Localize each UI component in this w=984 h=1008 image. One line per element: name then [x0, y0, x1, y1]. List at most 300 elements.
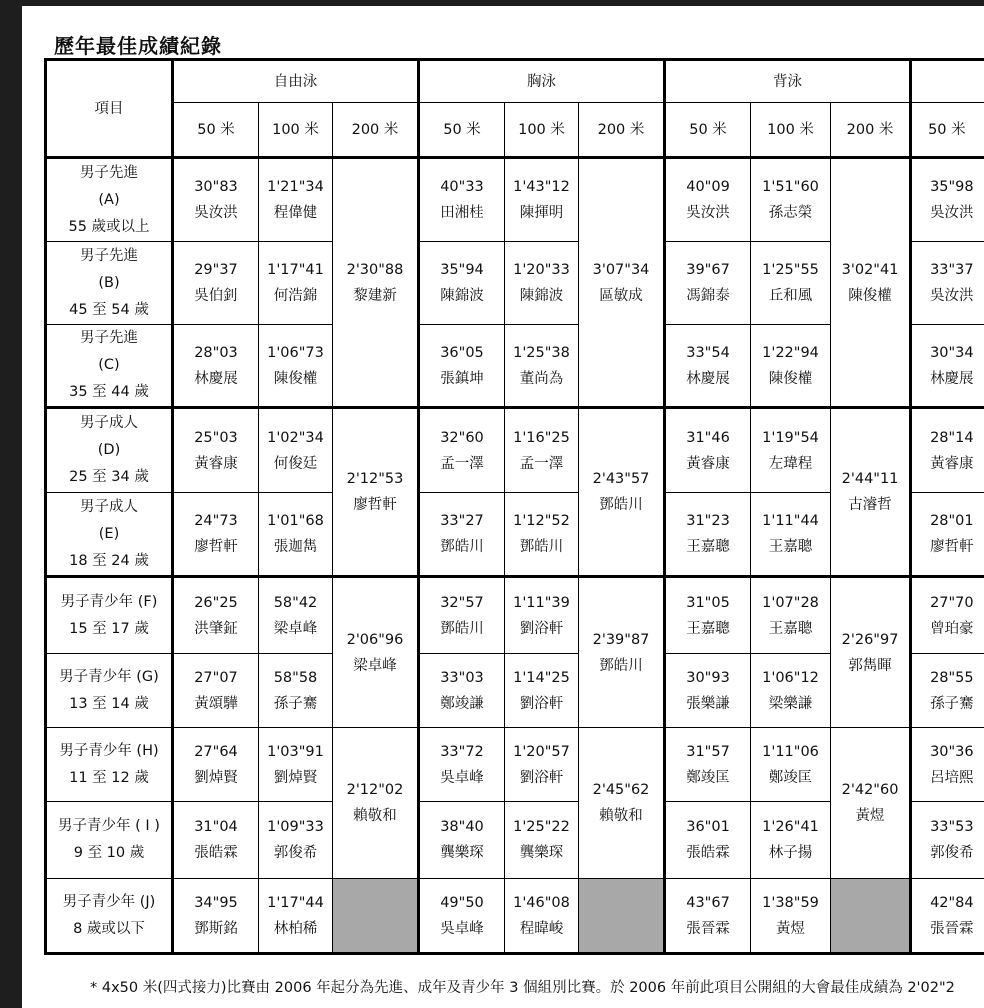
record-time: 2'44"11 [841, 471, 899, 487]
record-time: 2'42"60 [841, 782, 899, 798]
record-holder: 馮錦泰 [686, 288, 730, 304]
record-cell [419, 408, 505, 493]
record-holder: 陳俊權 [273, 370, 318, 387]
record-holder: 孟一澤 [440, 455, 484, 472]
record-time: 31"46 [686, 429, 730, 446]
header-distance: 50 米 [911, 103, 984, 158]
category-cell [46, 728, 173, 802]
record-time: 40"09 [686, 179, 730, 195]
record-time: 33"54 [686, 344, 730, 361]
record-cell [173, 493, 259, 577]
record-time: 34"95 [194, 894, 238, 911]
record-time: 2'26"97 [841, 631, 899, 648]
record-time: 27"64 [194, 743, 238, 760]
record-cell [665, 325, 751, 408]
category-label: 男子成人 [80, 415, 138, 431]
header-distance: 100 米 [259, 103, 333, 158]
record-holder: 黃煜 [855, 808, 885, 824]
record-time: 1'43"12 [513, 179, 570, 195]
record-cell [505, 242, 579, 325]
record-cell [911, 242, 984, 325]
footnote: * 4x50 米(四式接力)比賽由 2006 年起分為先進、成年及青少年 3 個組別比賽。於 2006 年前此項目公開組的大會最佳成績為 2'02"2 [90, 980, 955, 996]
record-time: 1'11"06 [762, 743, 819, 760]
empty-record-cell [831, 879, 911, 954]
record-time: 1'02"34 [267, 429, 324, 446]
record-time: 35"94 [440, 262, 484, 278]
record-holder: 郭俊希 [273, 845, 318, 861]
record-holder: 孫子騫 [273, 695, 318, 712]
record-time: 28"03 [194, 344, 238, 361]
record-holder: 林柏稀 [273, 920, 318, 937]
record-time: 1'20"33 [513, 262, 570, 278]
record-time: 1'26"41 [762, 819, 819, 835]
category-cell [46, 802, 173, 879]
record-cell [173, 654, 259, 728]
record-cell [259, 654, 333, 728]
category-label: 男子先進 [80, 164, 138, 181]
record-time: 31"57 [686, 743, 730, 760]
record-holder: 何浩錦 [273, 288, 318, 304]
header-item: 項目 [46, 60, 173, 158]
record-holder: 龔樂琛 [440, 845, 484, 861]
record-time: 1'22"94 [762, 344, 819, 361]
record-time: 31"04 [194, 819, 238, 835]
record-holder: 鄧皓川 [599, 497, 643, 513]
header-distance: 200 米 [333, 103, 419, 158]
record-time: 35"98 [930, 179, 974, 195]
record-time: 1'16"25 [513, 429, 570, 446]
record-time: 1'20"57 [513, 743, 570, 760]
record-holder: 田湘桂 [440, 205, 484, 221]
category-label: (B) [98, 274, 120, 291]
category-label: 18 至 24 歲 [69, 552, 149, 569]
header-distance: 200 米 [831, 103, 911, 158]
category-label: (C) [98, 357, 120, 373]
record-holder: 鄭竣匡 [768, 769, 813, 786]
record-cell [751, 408, 831, 493]
category-label: 15 至 17 歲 [69, 620, 149, 637]
category-label: 男子成人 [80, 498, 138, 515]
record-cell [665, 654, 751, 728]
header-distance: 50 米 [173, 103, 259, 158]
record-time: 49"50 [440, 894, 484, 911]
record-cell-merged [579, 408, 665, 577]
record-time: 58"58 [273, 669, 318, 686]
category-label: 45 至 54 歲 [69, 301, 149, 318]
record-cell [751, 493, 831, 577]
record-time: 30"34 [930, 344, 974, 361]
record-time: 1'11"44 [762, 513, 819, 529]
record-cell [911, 802, 984, 879]
record-time: 36"01 [686, 819, 730, 835]
category-label: 男子青少年 ( I ) [58, 818, 160, 834]
record-cell [259, 493, 333, 577]
record-holder: 陳俊權 [768, 370, 813, 387]
record-holder: 劉浴軒 [519, 695, 564, 712]
category-label: 25 至 34 歲 [69, 469, 149, 485]
category-label: 11 至 12 歲 [69, 769, 149, 786]
record-holder: 程暐峻 [519, 920, 564, 937]
record-holder: 曾珀豪 [930, 620, 974, 637]
record-cell [173, 577, 259, 654]
record-holder: 劉焯賢 [194, 769, 238, 786]
record-holder: 黃睿康 [930, 455, 974, 472]
header-distance: 50 米 [665, 103, 751, 158]
record-time: 1'01"68 [267, 513, 324, 529]
record-holder: 張迦雋 [273, 539, 318, 555]
record-holder: 黃睿康 [194, 455, 238, 472]
record-time: 2'12"53 [346, 471, 404, 487]
record-cell [505, 728, 579, 802]
category-cell [46, 493, 173, 577]
record-time: 1'21"34 [267, 179, 324, 195]
record-time: 36"05 [440, 344, 484, 361]
record-time: 38"40 [440, 819, 484, 835]
record-cell [419, 158, 505, 242]
record-cell [505, 158, 579, 242]
category-label: (A) [98, 191, 120, 208]
record-cell [911, 879, 984, 954]
record-time: 32"60 [440, 429, 484, 446]
record-holder: 王嘉聰 [686, 539, 730, 555]
record-holder: 呂培熙 [930, 769, 974, 786]
record-cell-merged [579, 158, 665, 408]
record-holder: 黎建新 [353, 287, 397, 304]
category-label: (D) [97, 442, 121, 458]
record-holder: 王嘉聰 [686, 620, 730, 637]
record-time: 1'07"28 [762, 594, 819, 611]
record-time: 31"05 [686, 594, 730, 611]
record-cell [505, 577, 579, 654]
record-time: 25"03 [194, 429, 238, 446]
record-time: 3'07"34 [592, 261, 650, 278]
record-holder: 張皓霖 [194, 845, 238, 861]
record-holder: 吳伯釗 [194, 288, 238, 304]
record-time: 1'25"55 [762, 262, 819, 278]
record-cell [911, 577, 984, 654]
header-distance: 100 米 [505, 103, 579, 158]
document-page [22, 6, 984, 1008]
record-time: 1'17"41 [267, 262, 324, 278]
record-cell-merged [831, 577, 911, 728]
header-stroke-next [911, 60, 984, 103]
record-time: 32"57 [440, 594, 484, 611]
record-time: 42"84 [930, 894, 974, 911]
record-cell [665, 728, 751, 802]
record-holder: 廖哲軒 [194, 539, 238, 555]
category-cell [46, 158, 173, 242]
record-time: 2'43"57 [592, 471, 650, 487]
record-cell [665, 158, 751, 242]
record-holder: 鄧皓川 [599, 657, 643, 674]
record-cell [419, 577, 505, 654]
record-cell [419, 654, 505, 728]
record-holder: 鄧皓川 [440, 539, 484, 555]
record-holder: 賴敬和 [599, 808, 643, 824]
record-cell [259, 802, 333, 879]
record-cell [505, 879, 579, 954]
table-row [46, 408, 984, 493]
record-cell [665, 242, 751, 325]
record-cell [751, 325, 831, 408]
category-label: 男子青少年 (J) [62, 893, 156, 910]
table-row [46, 879, 984, 954]
record-holder: 左瑋程 [768, 455, 813, 472]
record-cell [259, 408, 333, 493]
record-time: 1'46"08 [513, 894, 570, 911]
record-holder: 林慶展 [686, 370, 730, 387]
record-cell [911, 493, 984, 577]
record-cell [259, 158, 333, 242]
record-holder: 劉浴軒 [519, 769, 564, 786]
category-label: 男子青少年 (H) [59, 742, 159, 759]
record-holder: 廖哲軒 [930, 539, 974, 555]
record-holder: 黃頌驊 [194, 695, 238, 712]
record-time: 1'14"25 [513, 669, 570, 686]
record-cell [665, 408, 751, 493]
record-cell [505, 654, 579, 728]
record-time: 1'09"33 [267, 819, 324, 835]
record-holder: 吳汝洪 [194, 205, 238, 221]
record-time: 3'02"41 [841, 261, 899, 278]
record-cell [751, 728, 831, 802]
record-holder: 鄧皓川 [440, 620, 484, 637]
record-holder: 吳汝洪 [930, 288, 974, 304]
category-label: 男子青少年 (G) [59, 668, 159, 685]
record-time: 33"27 [440, 513, 484, 529]
header-stroke-backstroke: 背泳 [665, 60, 911, 103]
record-time: 58"42 [273, 594, 318, 611]
record-holder: 鄧皓川 [519, 539, 564, 555]
record-cell-merged [333, 728, 419, 879]
record-cell-merged [333, 577, 419, 728]
record-time: 2'45"62 [592, 782, 650, 798]
category-label: 35 至 44 歲 [69, 384, 149, 400]
record-cell [911, 728, 984, 802]
category-label: 8 歲或以下 [73, 920, 145, 937]
record-time: 27"70 [930, 594, 974, 611]
record-holder: 龔樂琛 [519, 845, 564, 861]
record-holder: 王嘉聰 [768, 620, 813, 637]
record-holder: 陳錦波 [519, 288, 564, 304]
record-holder: 廖哲軒 [353, 497, 397, 513]
record-time: 2'39"87 [592, 631, 650, 648]
record-cell [665, 493, 751, 577]
record-cell-merged [579, 728, 665, 879]
category-label: 13 至 14 歲 [69, 695, 149, 712]
record-time: 30"83 [194, 179, 238, 195]
record-cell [419, 728, 505, 802]
record-cell-merged [333, 158, 419, 408]
record-holder: 梁卓峰 [353, 657, 397, 674]
record-cell [665, 802, 751, 879]
record-time: 29"37 [194, 262, 238, 278]
record-holder: 黃睿康 [686, 455, 730, 472]
record-time: 1'38"59 [762, 894, 819, 911]
record-time: 1'06"73 [267, 344, 324, 361]
record-cell-merged [831, 408, 911, 577]
record-holder: 郭雋暉 [848, 657, 892, 674]
record-cell [751, 158, 831, 242]
record-cell [911, 158, 984, 242]
record-cell [173, 408, 259, 493]
record-cell [259, 879, 333, 954]
record-time: 26"25 [194, 594, 238, 611]
empty-record-cell [579, 879, 665, 954]
record-holder: 賴敬和 [353, 808, 397, 824]
record-cell [259, 728, 333, 802]
header-stroke-freestyle: 自由泳 [173, 60, 419, 103]
record-cell [751, 802, 831, 879]
record-cell [751, 654, 831, 728]
record-time: 1'12"52 [513, 513, 570, 529]
record-holder: 吳汝洪 [686, 205, 730, 221]
record-time: 33"03 [440, 669, 484, 686]
record-cell [259, 325, 333, 408]
record-time: 2'06"96 [346, 631, 404, 648]
record-holder: 吳汝洪 [930, 205, 974, 221]
record-time: 28"55 [930, 669, 974, 686]
record-cell [751, 577, 831, 654]
record-time: 43"67 [686, 894, 730, 911]
record-holder: 張晉霖 [686, 920, 730, 937]
category-cell [46, 879, 173, 954]
record-time: 27"07 [194, 669, 238, 686]
category-cell [46, 408, 173, 493]
category-cell [46, 577, 173, 654]
record-cell [751, 879, 831, 954]
record-cell [173, 879, 259, 954]
record-holder: 孫子騫 [930, 695, 974, 712]
record-cell [505, 325, 579, 408]
category-label: 男子先進 [80, 247, 138, 264]
record-holder: 郭俊希 [930, 845, 974, 861]
table-row [46, 728, 984, 802]
record-cell-merged [333, 408, 419, 577]
record-time: 1'51"60 [762, 179, 819, 195]
record-holder: 孟一澤 [519, 455, 564, 472]
record-holder: 劉浴軒 [519, 620, 564, 637]
record-holder: 張鎮坤 [440, 370, 484, 387]
record-holder: 陳錦波 [440, 288, 484, 304]
record-holder: 吳卓峰 [440, 920, 484, 937]
record-cell [419, 879, 505, 954]
record-cell [505, 408, 579, 493]
record-holder: 丘和風 [768, 288, 813, 304]
record-holder: 董尚為 [519, 370, 564, 387]
record-time: 1'19"54 [762, 429, 819, 446]
record-holder: 何俊廷 [273, 455, 318, 472]
category-cell [46, 242, 173, 325]
category-cell [46, 325, 173, 408]
record-holder: 陳揮明 [519, 205, 564, 221]
record-holder: 孫志榮 [768, 205, 813, 221]
record-holder: 古濬哲 [848, 497, 892, 513]
record-cell [419, 325, 505, 408]
page-title: 歷年最佳成績紀錄 [54, 34, 222, 58]
record-cell [173, 802, 259, 879]
category-cell [46, 654, 173, 728]
record-holder: 林慶展 [194, 370, 238, 387]
record-time: 30"36 [930, 743, 974, 760]
record-holder: 王嘉聰 [768, 539, 813, 555]
record-cell [419, 242, 505, 325]
record-holder: 區敏成 [599, 287, 643, 304]
record-time: 1'17"44 [267, 894, 324, 911]
table-row [46, 158, 984, 242]
record-cell [505, 802, 579, 879]
record-holder: 林子揚 [768, 845, 813, 861]
record-cell [173, 728, 259, 802]
record-time: 1'03"91 [267, 743, 324, 760]
record-holder: 鄧斯銘 [194, 920, 238, 937]
record-time: 1'06"12 [762, 669, 819, 686]
record-time: 33"53 [930, 819, 974, 835]
record-cell [751, 242, 831, 325]
category-label: 9 至 10 歲 [73, 845, 145, 861]
record-holder: 梁卓峰 [273, 620, 318, 637]
record-cell [419, 802, 505, 879]
record-cell [173, 158, 259, 242]
table-row [46, 577, 984, 654]
record-holder: 黃煜 [776, 920, 806, 937]
record-cell [259, 577, 333, 654]
record-cell [911, 654, 984, 728]
header-distance: 50 米 [419, 103, 505, 158]
record-holder: 鄭竣匡 [686, 769, 730, 786]
record-time: 1'11"39 [513, 594, 570, 611]
record-time: 39"67 [686, 262, 730, 278]
record-holder: 陳俊權 [848, 287, 892, 304]
record-cell [505, 493, 579, 577]
record-cell [259, 242, 333, 325]
record-cell [665, 879, 751, 954]
category-label: (E) [98, 525, 120, 542]
record-cell [911, 408, 984, 493]
record-cell [911, 325, 984, 408]
record-holder: 吳卓峰 [440, 769, 484, 786]
record-holder: 劉焯賢 [273, 769, 318, 786]
record-time: 30"93 [686, 669, 730, 686]
record-holder: 林慶展 [930, 370, 974, 387]
category-label: 男子青少年 (F) [60, 593, 158, 610]
record-cell [419, 493, 505, 577]
record-time: 2'30"88 [346, 261, 404, 278]
header-stroke-breaststroke: 胸泳 [419, 60, 665, 103]
record-holder: 洪肇鉦 [194, 620, 238, 637]
record-holder: 程偉健 [273, 205, 318, 221]
record-cell-merged [831, 158, 911, 408]
header-distance: 200 米 [579, 103, 665, 158]
record-time: 33"72 [440, 743, 484, 760]
record-time: 1'25"38 [513, 344, 570, 361]
category-label: 55 歲或以上 [68, 218, 150, 235]
record-time: 24"73 [194, 513, 238, 529]
header-distance: 100 米 [751, 103, 831, 158]
record-holder: 鄭竣謙 [440, 695, 484, 712]
empty-record-cell [333, 879, 419, 954]
record-holder: 梁樂謙 [768, 695, 813, 712]
record-holder: 張晉霖 [930, 920, 974, 937]
record-time: 28"14 [930, 429, 974, 446]
record-time: 1'25"22 [513, 819, 570, 835]
record-time: 2'12"02 [346, 782, 404, 798]
record-time: 33"37 [930, 262, 974, 278]
record-holder: 張樂謙 [686, 695, 730, 712]
record-cell [173, 325, 259, 408]
records-table [44, 58, 984, 955]
record-cell-merged [579, 577, 665, 728]
